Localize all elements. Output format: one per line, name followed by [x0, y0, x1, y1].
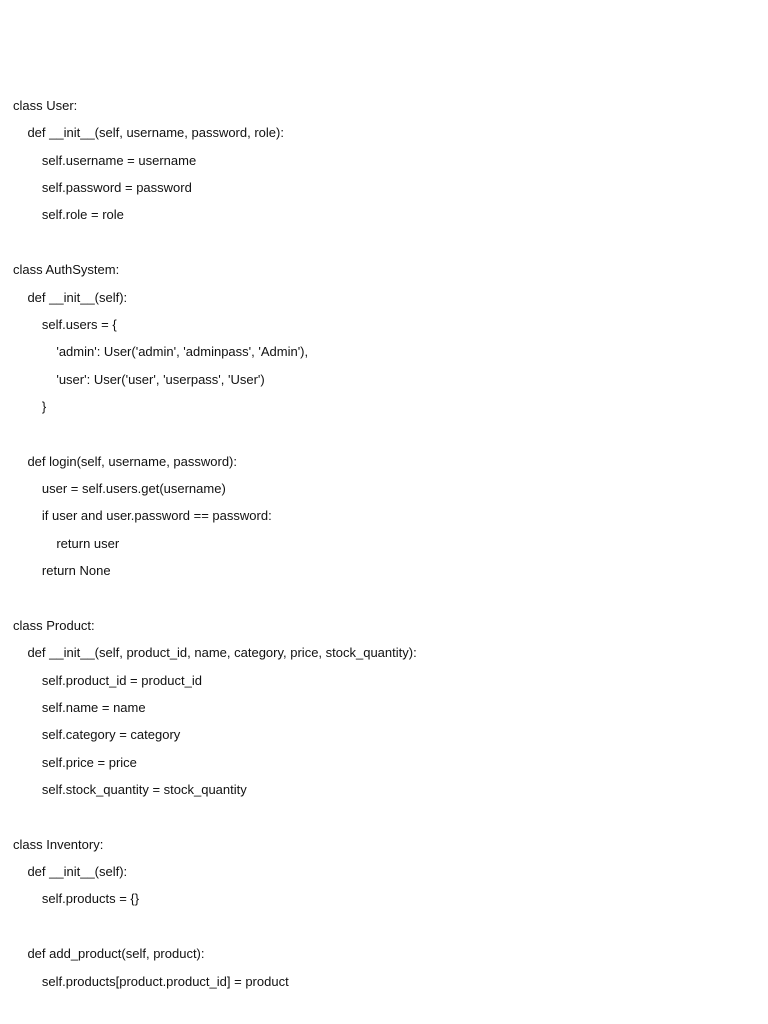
code-line: self.users = { — [13, 316, 117, 332]
code-line: return None — [13, 563, 111, 579]
code-line: self.username = username — [13, 152, 197, 168]
code-line — [13, 584, 768, 611]
code-line: self.role = role — [13, 207, 124, 223]
code-line: def __init__(self): — [13, 864, 128, 880]
code-line: self.products[product.product_id] = product — [13, 973, 289, 989]
code-line: self.price = price — [13, 754, 137, 770]
code-line: def __init__(self, username, password, role): — [13, 125, 284, 141]
code-line: def __init__(self, product_id, name, category, price, stock_quantity): — [13, 645, 417, 661]
code-line: class User: — [13, 98, 78, 113]
code-line: def login(self, username, password): — [13, 453, 237, 469]
code-line: class Product: — [13, 617, 95, 633]
code-line: class Inventory: — [13, 836, 104, 852]
code-line: user = self.users.get(username) — [13, 481, 226, 497]
code-line: 'admin': User('admin', 'adminpass', 'Admin'), — [13, 344, 309, 360]
code-line: self.product_id = product_id — [13, 672, 202, 688]
code-line — [13, 229, 768, 256]
code-line — [13, 420, 768, 447]
code-line: self.stock_quantity = stock_quantity — [13, 781, 247, 797]
code-line: if user and user.password == password: — [13, 508, 272, 524]
code-line: self.password = password — [13, 180, 192, 196]
code-line: self.products = {} — [13, 891, 140, 907]
code-line: 'user': User('user', 'userpass', 'User') — [13, 371, 265, 387]
code-line: self.category = category — [13, 727, 181, 743]
code-line: def add_product(self, product): — [13, 946, 205, 962]
code-line — [13, 803, 768, 830]
code-line: } — [13, 398, 47, 414]
code-line: def __init__(self): — [13, 289, 128, 305]
code-line: self.name = name — [13, 699, 146, 715]
code-line: return user — [13, 535, 120, 551]
code-line — [13, 913, 768, 940]
code-line: class AuthSystem: — [13, 262, 120, 278]
code-block — [13, 92, 768, 995]
